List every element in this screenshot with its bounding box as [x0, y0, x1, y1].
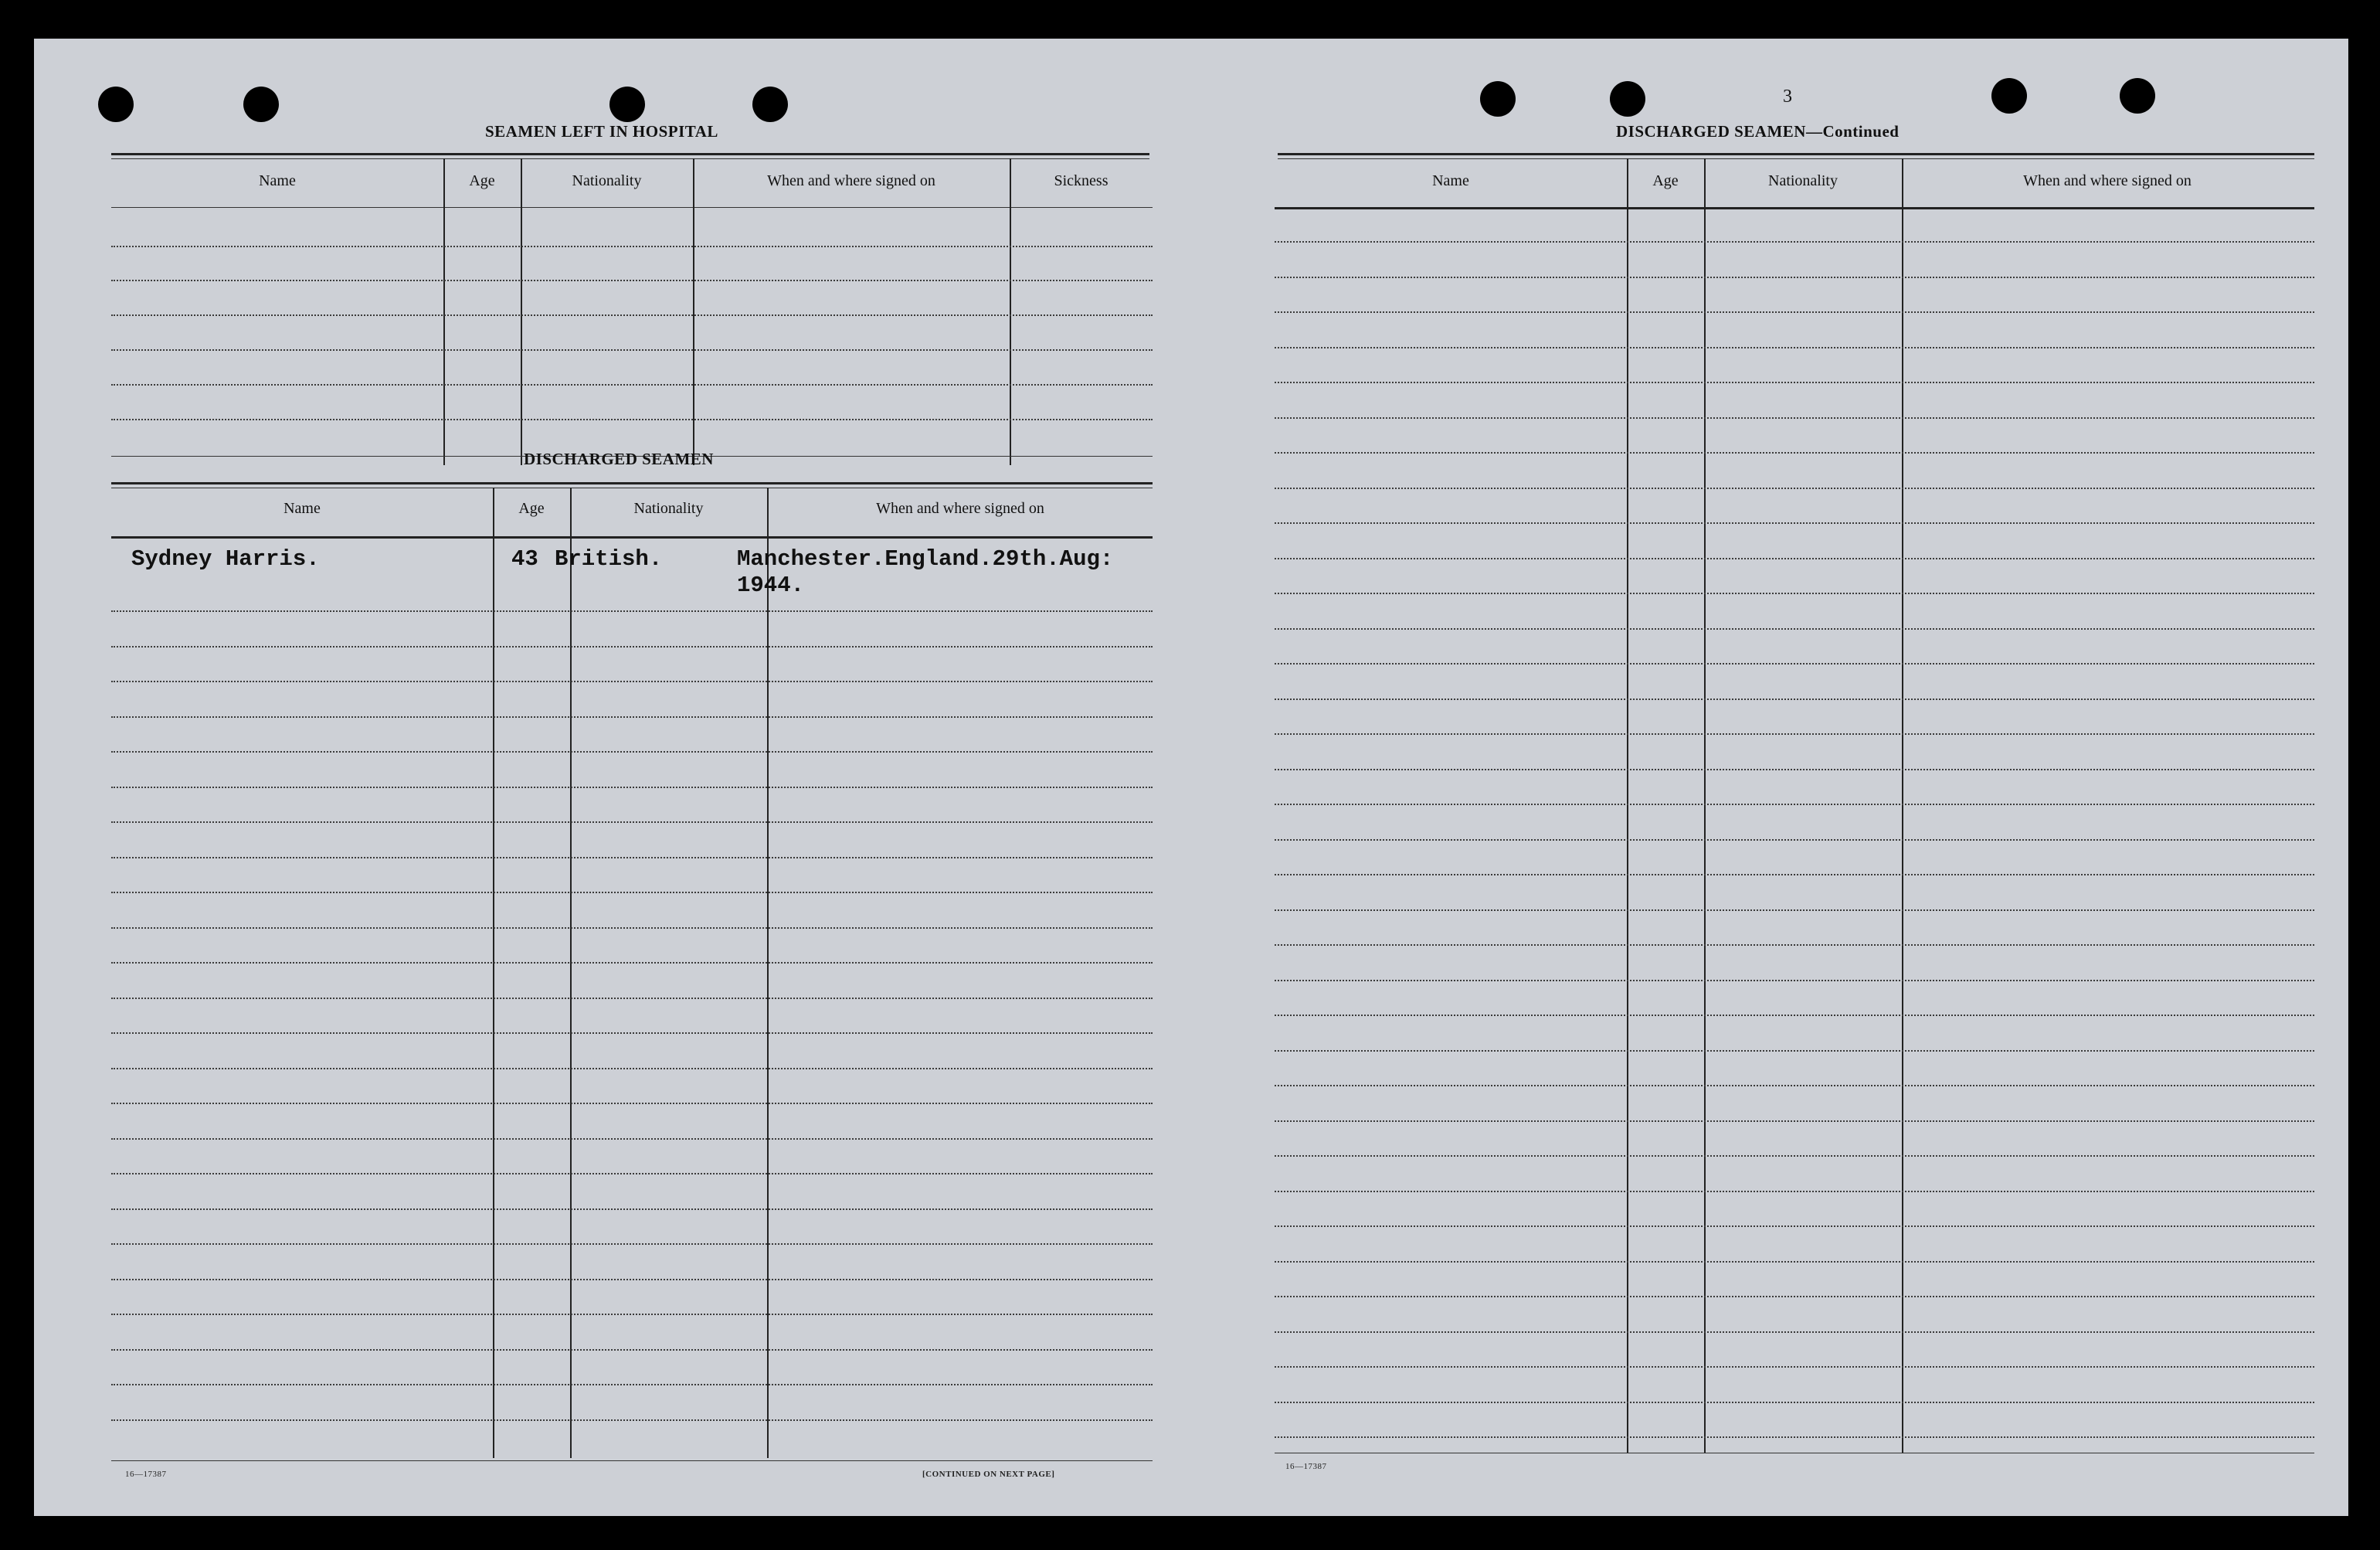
- discharged-entry-age: 43: [511, 546, 538, 572]
- ledger-row-line: [1275, 1225, 2314, 1227]
- manifest-sheet: [34, 39, 2348, 1516]
- ledger-row-line: [1275, 488, 2314, 489]
- ledger-row-line: [1275, 628, 2314, 630]
- hospital-section-title: SEAMEN LEFT IN HOSPITAL: [485, 122, 718, 141]
- page-number: 3: [1783, 87, 1792, 107]
- discharged-entry-nationality: British.: [555, 546, 663, 572]
- ledger-row-line: [1275, 593, 2314, 594]
- hospital-col-signed-on: When and where signed on: [767, 172, 935, 189]
- ledger-row-line: [1275, 839, 2314, 841]
- hospital-col-name: Name: [259, 172, 296, 189]
- ledger-row-line: [1275, 663, 2314, 665]
- ledger-row-line: [1275, 699, 2314, 700]
- discharged-col-signed-on: When and where signed on: [876, 500, 1044, 517]
- right-divider: [1902, 158, 1903, 1453]
- ledger-row-line: [1275, 558, 2314, 559]
- right-page: [34, 39, 2348, 1516]
- ledger-row-line: [1275, 1402, 2314, 1403]
- discharged-continued-title: DISCHARGED SEAMEN—Continued: [1616, 122, 1900, 141]
- discharged-section-title: DISCHARGED SEAMEN: [524, 450, 714, 468]
- discharged-entry-signed-on: Manchester.England.29th.Aug:: [737, 546, 1114, 572]
- ledger-row-line: [1275, 980, 2314, 981]
- ledger-row-line: [1275, 241, 2314, 243]
- ledger-row-line: [1275, 347, 2314, 348]
- right-col-age: Age: [1652, 172, 1679, 189]
- ledger-row-line: [1275, 1366, 2314, 1368]
- right-col-name: Name: [1432, 172, 1469, 189]
- ledger-row-line: [1275, 1296, 2314, 1297]
- ledger-row-line: [1275, 1155, 2314, 1157]
- ledger-row-line: [1275, 311, 2314, 313]
- ledger-row-line: [1275, 733, 2314, 735]
- continued-note: [CONTINUED ON NEXT PAGE]: [922, 1470, 1055, 1479]
- ledger-row-line: [1275, 1085, 2314, 1086]
- right-col-signed-on: When and where signed on: [2023, 172, 2192, 189]
- ledger-row-line: [1275, 277, 2314, 278]
- ledger-row-line: [1275, 382, 2314, 383]
- ledger-row-line: [1275, 452, 2314, 454]
- ledger-row-line: [1275, 1050, 2314, 1052]
- right-header-rule: [1275, 207, 2314, 209]
- ledger-row-line: [1275, 1191, 2314, 1192]
- right-form-number: 16—17387: [1285, 1462, 1327, 1471]
- discharged-col-age: Age: [518, 500, 545, 517]
- ledger-row-line: [1275, 874, 2314, 875]
- ledger-row-line: [1275, 909, 2314, 911]
- ledger-row-line: [1275, 1331, 2314, 1333]
- right-divider: [1627, 158, 1628, 1453]
- discharged-col-nationality: Nationality: [633, 500, 704, 517]
- ledger-row-line: [1275, 1436, 2314, 1438]
- right-top-rule-2: [1278, 158, 2314, 159]
- ledger-row-line: [1275, 769, 2314, 770]
- discharged-entry-signed-on-cont: 1944.: [737, 573, 805, 598]
- ledger-row-line: [1275, 417, 2314, 419]
- right-top-rule: [1278, 153, 2314, 155]
- form-number: 16—17387: [125, 1470, 167, 1479]
- ledger-row-line: [1275, 1261, 2314, 1263]
- discharged-entry-name: Sydney Harris.: [131, 546, 320, 572]
- discharged-col-name: Name: [283, 500, 321, 517]
- ledger-row-line: [1275, 1015, 2314, 1016]
- ledger-row-line: [1275, 804, 2314, 805]
- ledger-row-line: [1275, 944, 2314, 946]
- ledger-row-line: [1275, 1120, 2314, 1122]
- right-divider: [1704, 158, 1706, 1453]
- hospital-col-nationality: Nationality: [572, 172, 642, 189]
- hospital-col-age: Age: [469, 172, 495, 189]
- hospital-col-sickness: Sickness: [1054, 172, 1109, 189]
- right-col-nationality: Nationality: [1768, 172, 1838, 189]
- ledger-row-line: [1275, 522, 2314, 524]
